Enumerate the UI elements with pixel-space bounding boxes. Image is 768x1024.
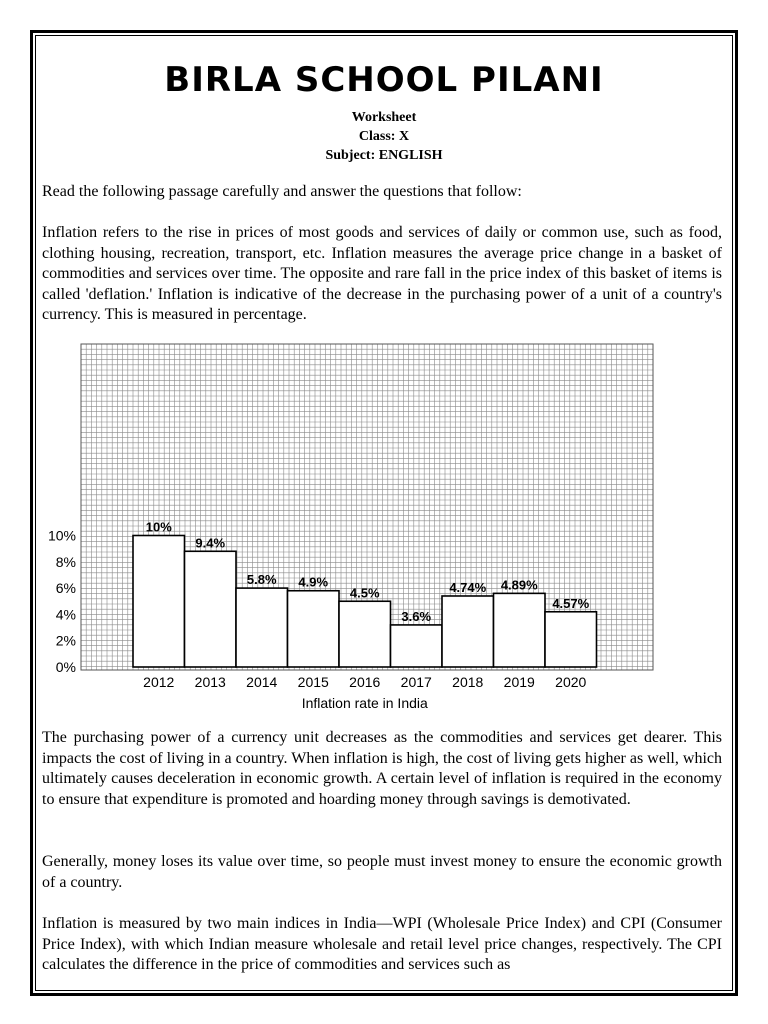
- x-tick-label-2017: 2017: [400, 674, 432, 690]
- x-tick-label-2016: 2016: [349, 674, 381, 690]
- x-tick-label-2013: 2013: [194, 674, 226, 690]
- data-label-2018: 4.74%: [449, 579, 487, 595]
- bar-2020: [545, 612, 597, 667]
- y-tick-label: 2%: [55, 632, 76, 649]
- passage-paragraph-1: Inflation refers to the rise in prices of most goods and services of daily or common use, such as food, clothing housing, recreation, transport, etc. Inflation measures the average price change in a basket of commodities and services over time. The opposite and rare fall in the price index of this basket of items is called 'deflation.' Inflation is indicative of the decrease in the purchasing power of a unit of a country's currency. This is measured in percentage.: [42, 224, 722, 323]
- y-tick-label: 8%: [55, 553, 76, 570]
- bar-2014: [236, 588, 288, 667]
- y-tick-label: 6%: [55, 580, 76, 597]
- x-axis-label: Inflation rate in India: [301, 695, 428, 711]
- data-label-2013: 9.4%: [195, 535, 226, 551]
- data-label-2012: 10%: [145, 519, 172, 535]
- instruction-text: Read the following passage carefully and answer the questions that follow:: [42, 183, 522, 200]
- bar-2016: [339, 601, 391, 667]
- y-tick-label: 0%: [55, 659, 76, 675]
- y-tick-label: 10%: [47, 527, 76, 544]
- bar-2015: [288, 591, 340, 667]
- bar-2013: [185, 551, 237, 667]
- class-label: Class: X: [358, 129, 410, 144]
- bar-2017: [391, 625, 443, 667]
- data-label-2014: 5.8%: [246, 572, 277, 588]
- school-title: BIRLA SCHOOL PILANI: [164, 60, 604, 100]
- x-tick-label-2019: 2019: [503, 674, 535, 690]
- x-tick-label-2020: 2020: [555, 674, 587, 690]
- data-label-2016: 4.5%: [349, 585, 380, 601]
- worksheet-label: Worksheet: [351, 110, 417, 125]
- subject-label: Subject: ENGLISH: [325, 148, 443, 163]
- data-label-2019: 4.89%: [500, 577, 538, 593]
- inflation-chart-svg: [36, 340, 676, 715]
- data-label-2020: 4.57%: [552, 595, 590, 611]
- passage-paragraph-4: Inflation is measured by two main indices in India—WPI (Wholesale Price Index) and CPI (Consumer Price Index), with which Indian measure wholesale and retail level price changes, respectively. The CPI calculates the difference in the price of commodities and services such as: [42, 915, 722, 973]
- x-tick-label-2012: 2012: [143, 674, 175, 690]
- data-label-2015: 4.9%: [298, 574, 329, 590]
- bar-2012: [133, 536, 185, 668]
- x-tick-label-2014: 2014: [246, 674, 278, 690]
- bar-2019: [494, 593, 546, 667]
- passage-paragraph-3: Generally, money loses its value over time, so people must invest money to ensure the economic growth of a country.: [42, 853, 722, 891]
- passage-paragraph-2: The purchasing power of a currency unit decreases as the commodities and services get dearer. This impacts the cost of living in a country. When inflation is high, the cost of living gets higher as well, which ultimately causes deceleration in economic growth. A certain level of inflation is required in the economy to ensure that expenditure is promoted and hoarding money through savings is demotivated.: [42, 729, 722, 808]
- bar-2018: [442, 596, 494, 667]
- data-label-2017: 3.6%: [401, 608, 432, 624]
- x-tick-label-2018: 2018: [452, 674, 484, 690]
- inflation-chart: [36, 340, 676, 715]
- x-tick-label-2015: 2015: [297, 674, 329, 690]
- y-tick-label: 4%: [55, 606, 76, 623]
